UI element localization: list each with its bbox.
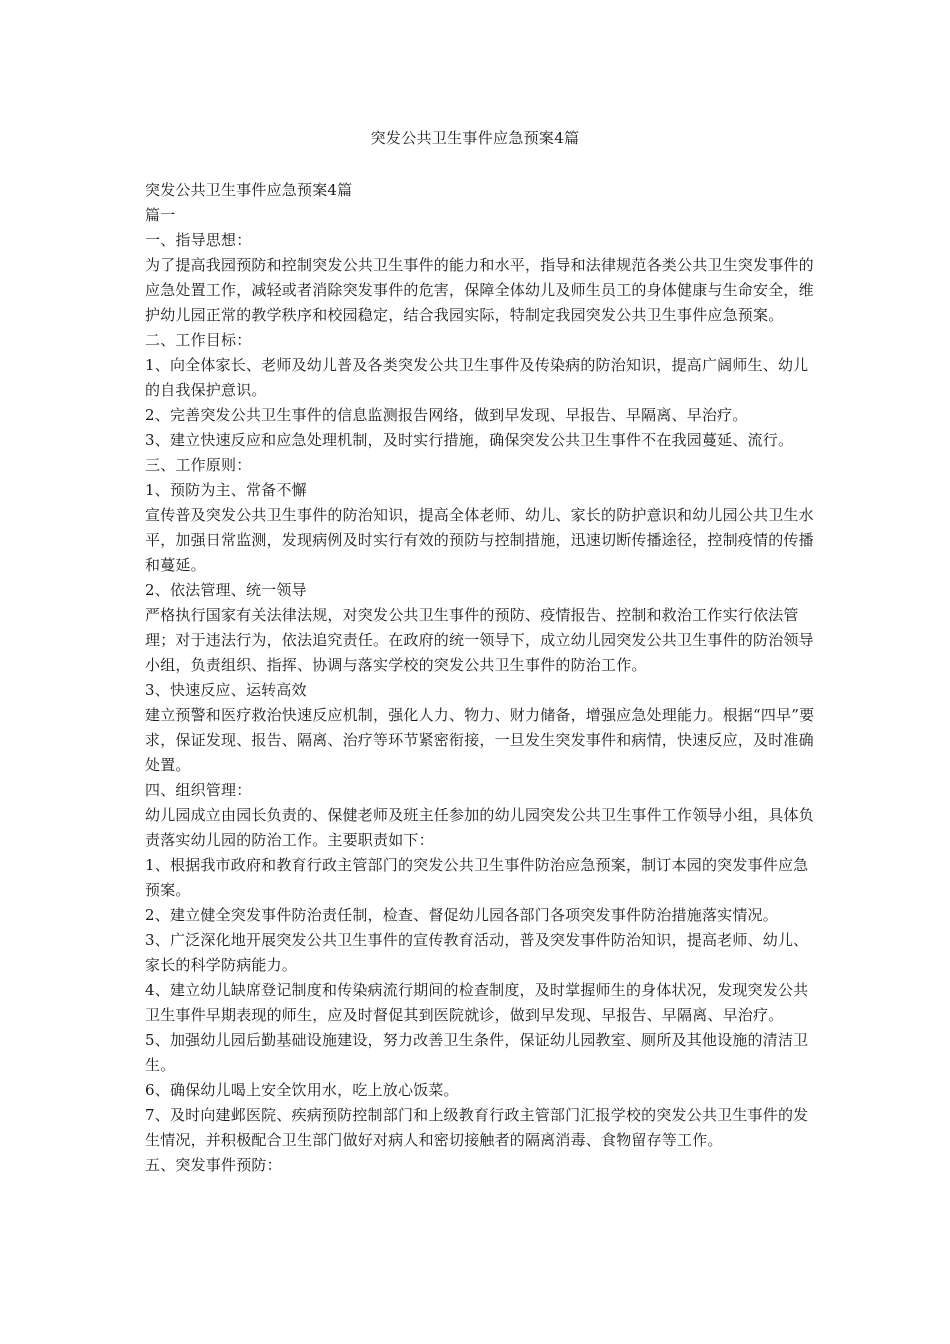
subsection-heading: 3、快速反应、运转高效 <box>145 681 307 699</box>
subsection-heading: 1、预防为主、常备不懈 <box>145 481 307 499</box>
document-title: 突发公共卫生事件应急预案4篇 <box>370 129 580 147</box>
list-item: 2、建立健全突发事件防治责任制，检查、督促幼儿园各部门各项突发事件防治措施落实情况。 <box>145 906 778 924</box>
subsection-heading: 2、依法管理、统一领导 <box>145 581 307 599</box>
list-item: 7、及时向建邺医院、疾病预防控制部门和上级教育行政主管部门汇报学校的突发公共卫生事件的发生情况，并积极配合卫生部门做好对病人和密切接触者的隔离消毒、食物留存等工作。 <box>145 1106 809 1149</box>
paragraph: 严格执行国家有关法律法规，对突发公共卫生事件的预防、疫情报告、控制和救治工作实行依法管理；对于违法行为，依法追究责任。在政府的统一领导下，成立幼儿园突发公共卫生事件的防治领导小组，负责组织、指挥、协调与落实学校的突发公共卫生事件的防治工作。 <box>145 606 814 674</box>
list-item: 6、确保幼儿喝上安全饮用水，吃上放心饭菜。 <box>145 1081 459 1099</box>
list-item: 1、向全体家长、老师及幼儿普及各类突发公共卫生事件及传染病的防治知识，提高广阔师生、幼儿的自我保护意识。 <box>145 356 809 399</box>
section-heading: 篇一 <box>145 206 176 224</box>
list-item: 4、建立幼儿缺席登记制度和传染病流行期间的检查制度，及时掌握师生的身体状况，发现突发公共卫生事件早期表现的师生，应及时督促其到医院就诊，做到早发现、早报告、早隔离、早治疗。 <box>145 981 809 1024</box>
paragraph: 宣传普及突发公共卫生事件的防治知识，提高全体老师、幼儿、家长的防护意识和幼儿园公共卫生水平，加强日常监测，发现病例及时实行有效的预防与控制措施，迅速切断传播途径，控制疫情的传播和蔓延。 <box>145 506 814 574</box>
section-heading: 五、突发事件预防： <box>145 1156 282 1174</box>
paragraph: 建立预警和医疗救治快速反应机制，强化人力、物力、财力储备，增强应急处理能力。根据“四早”要求，保证发现、报告、隔离、治疗等环节紧密衔接，一旦发生突发事件和病情，快速反应，及时准确处置。 <box>145 706 815 774</box>
section-heading: 四、组织管理： <box>145 781 252 799</box>
paragraph: 突发公共卫生事件应急预案4篇 <box>145 181 353 199</box>
list-item: 5、加强幼儿园后勤基础设施建设，努力改善卫生条件，保证幼儿园教室、厕所及其他设施的清洁卫生。 <box>145 1031 809 1074</box>
section-heading: 一、指导思想： <box>145 231 252 249</box>
paragraph: 为了提高我园预防和控制突发公共卫生事件的能力和水平，指导和法律规范各类公共卫生突发事件的应急处置工作，减轻或者消除突发事件的危害，保障全体幼儿及师生员工的身体健康与生命安全，维护幼儿园正常的教学秩序和校园稳定，结合我园实际，特制定我园突发公共卫生事件应急预案。 <box>145 256 814 324</box>
list-item: 1、根据我市政府和教育行政主管部门的突发公共卫生事件防治应急预案，制订本园的突发事件应急预案。 <box>145 856 809 899</box>
section-heading: 三、工作原则： <box>145 456 252 474</box>
list-item: 3、建立快速反应和应急处理机制，及时实行措施，确保突发公共卫生事件不在我园蔓延、流行。 <box>145 431 794 449</box>
document-body <box>145 178 820 1178</box>
list-item: 2、完善突发公共卫生事件的信息监测报告网络，做到早发现、早报告、早隔离、早治疗。 <box>145 406 748 424</box>
paragraph: 幼儿园成立由园长负责的、保健老师及班主任参加的幼儿园突发公共卫生事件工作领导小组，具体负责落实幼儿园的防治工作。主要职责如下： <box>145 806 814 849</box>
list-item: 3、广泛深化地开展突发公共卫生事件的宣传教育活动，普及突发事件防治知识，提高老师、幼儿、家长的科学防病能力。 <box>145 931 809 974</box>
section-heading: 二、工作目标： <box>145 331 252 349</box>
